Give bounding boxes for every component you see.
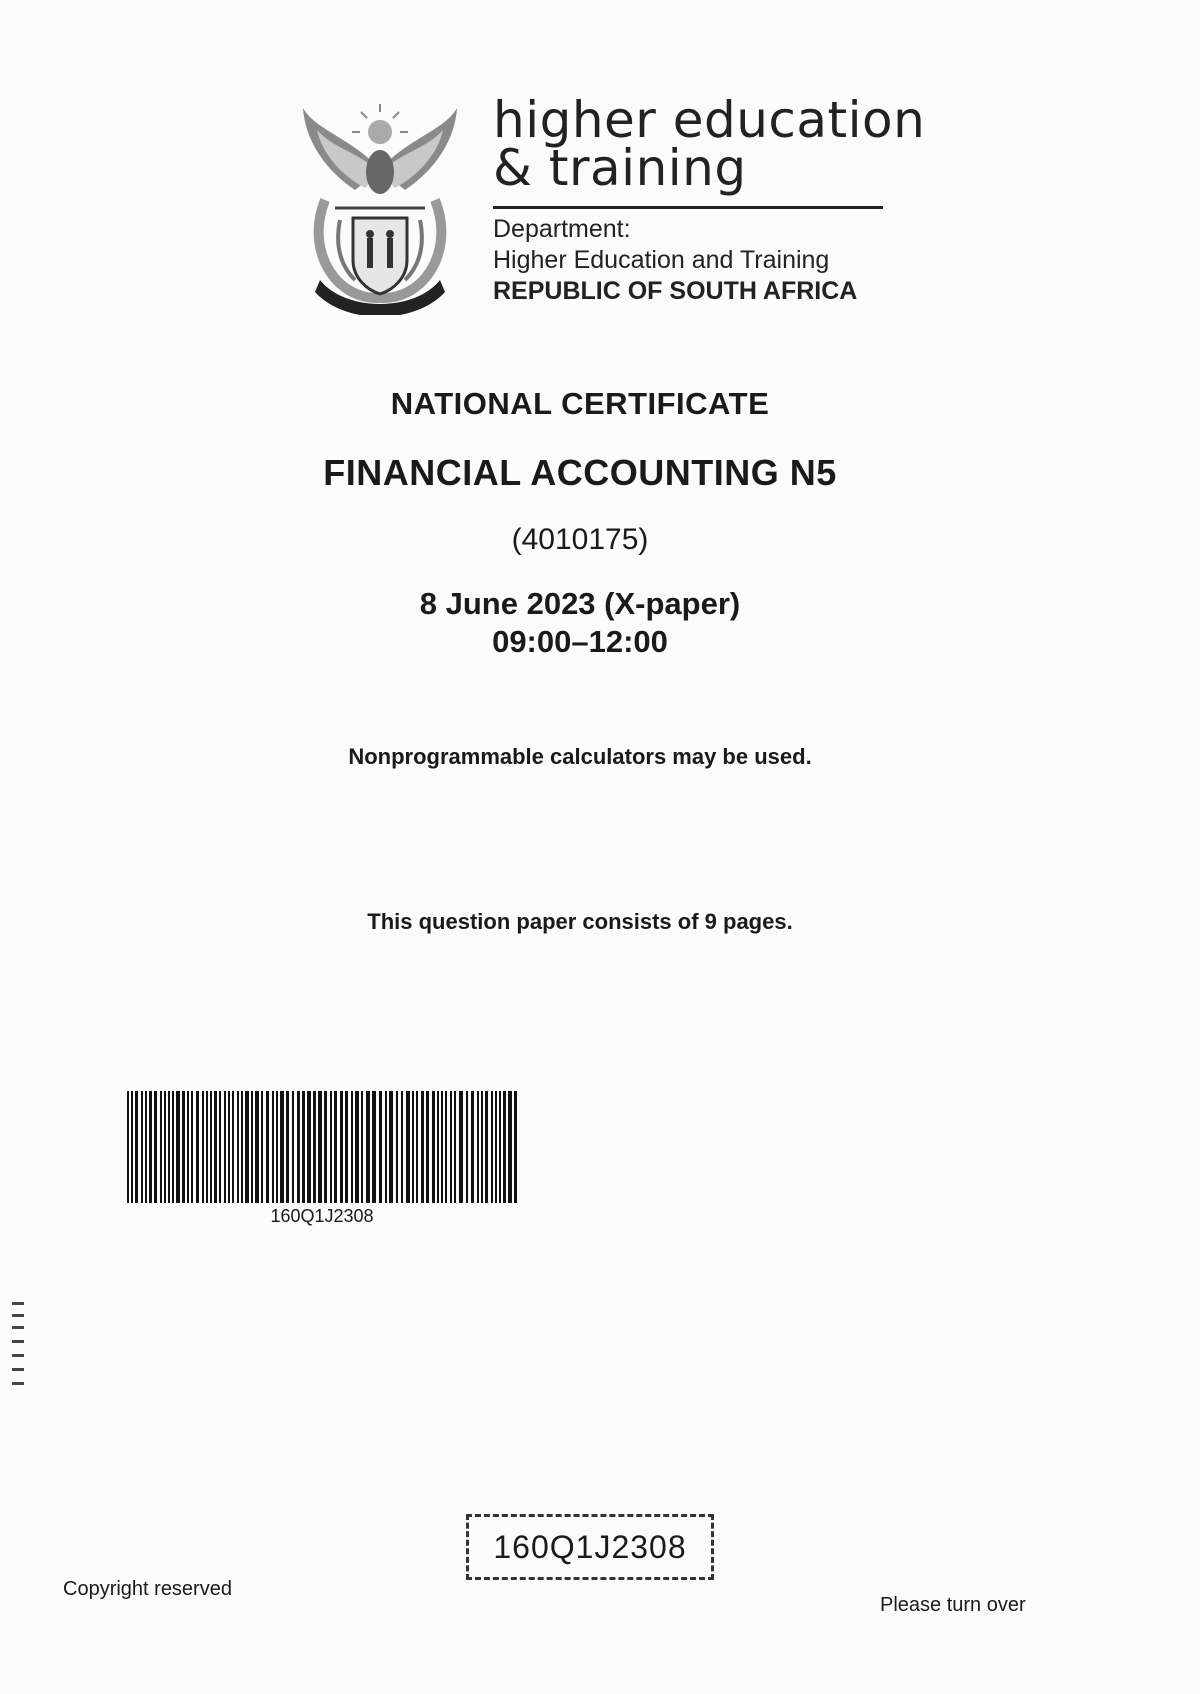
- calculator-note: Nonprogrammable calculators may be used.: [348, 744, 812, 769]
- logo-divider: [493, 206, 883, 209]
- logo-line-2: & training: [493, 139, 747, 197]
- pages-note: This question paper consists of 9 pages.: [367, 909, 793, 934]
- country-name: REPUBLIC OF SOUTH AFRICA: [493, 277, 858, 305]
- department-block: [493, 214, 857, 307]
- logo-line-1: higher education: [493, 91, 926, 149]
- department-label: Department:: [493, 215, 631, 243]
- subject-title: FINANCIAL ACCOUNTING N5: [323, 452, 837, 493]
- side-scan-mark: [8, 1300, 30, 1395]
- stamp-text: 160Q1J2308: [493, 1528, 687, 1565]
- subject-code: (4010175): [511, 523, 649, 556]
- turn-over-note: Please turn over: [880, 1594, 1026, 1616]
- coat-of-arms-emblem: [295, 100, 465, 315]
- exam-time: 09:00–12:00: [492, 624, 668, 659]
- paper-code-stamp: [466, 1514, 714, 1580]
- barcode: [127, 1091, 517, 1203]
- copyright-notice: Copyright reserved: [63, 1578, 232, 1600]
- barcode-text: 160Q1J2308: [270, 1206, 374, 1226]
- department-name: Higher Education and Training: [493, 246, 830, 274]
- certificate-title: NATIONAL CERTIFICATE: [390, 386, 770, 421]
- department-logo-wordmark: [493, 91, 926, 197]
- exam-date: 8 June 2023 (X-paper): [419, 586, 741, 621]
